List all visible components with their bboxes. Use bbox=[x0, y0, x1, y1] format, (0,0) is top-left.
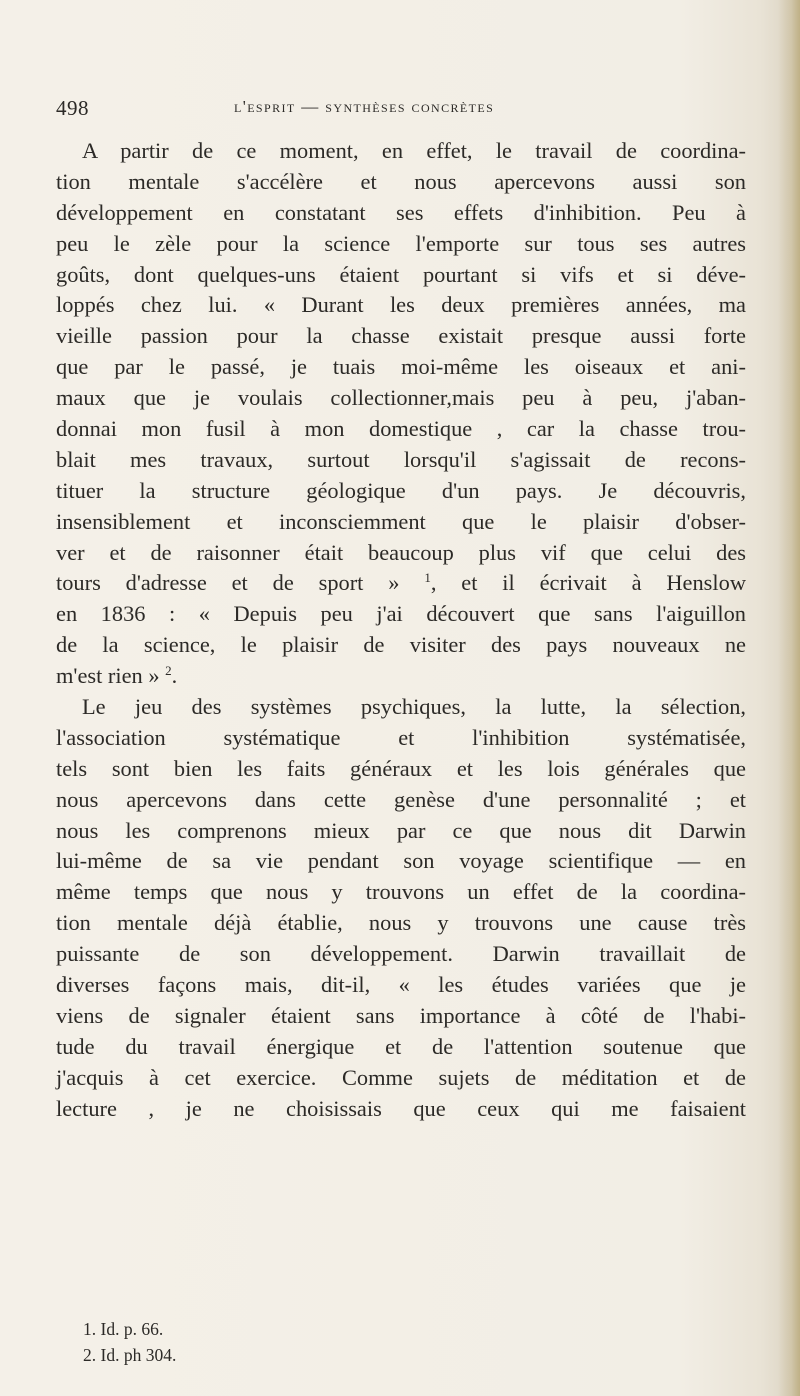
text-line: puissante de son développement. Darwin travaillait de bbox=[56, 941, 746, 967]
body-text bbox=[56, 136, 746, 1125]
page-edge-shadow bbox=[778, 0, 800, 1396]
footnote: 1. Id. p. 66. bbox=[83, 1319, 164, 1339]
footnotes bbox=[83, 1316, 483, 1368]
text-line: j'acquis à cet exercice. Comme sujets de méditation et de bbox=[56, 1064, 746, 1090]
page-number: 498 bbox=[56, 96, 89, 120]
footnote-ref[interactable]: 1 bbox=[424, 570, 431, 586]
text-line: diverses façons mais, dit-il, « les études variées que je bbox=[56, 972, 746, 998]
text-line: lecture , je ne choisissais que ceux qui me faisaient bbox=[56, 1095, 746, 1121]
text-fragment: m'est rien » bbox=[56, 663, 160, 689]
text-fragment: , et il écrivait à Henslow bbox=[430, 570, 746, 596]
text-line: tels sont bien les faits généraux et les lois générales que bbox=[56, 755, 746, 781]
text-line bbox=[56, 568, 746, 599]
page-header bbox=[56, 96, 746, 126]
text-fragment: . bbox=[171, 663, 178, 689]
text-line: vieille passion pour la chasse existait presque aussi forte bbox=[56, 323, 746, 349]
text-line: ver et de raisonner était beaucoup plus vif que celui des bbox=[56, 539, 746, 565]
footnote-ref[interactable]: 2 bbox=[165, 663, 172, 679]
text-line: que par le passé, je tuais moi-même les oiseaux et ani- bbox=[56, 354, 746, 380]
text-line: maux que je voulais collectionner,mais peu à peu, j'aban- bbox=[56, 385, 746, 411]
text-line bbox=[56, 661, 746, 692]
text-line: tion mentale déjà établie, nous y trouvons une cause très bbox=[56, 910, 746, 936]
text-line: viens de signaler étaient sans importance à côté de l'habi- bbox=[56, 1002, 746, 1028]
text-line: Le jeu des systèmes psychiques, la lutte, la sélection, bbox=[82, 694, 746, 720]
text-line: insensiblement et inconsciemment que le plaisir d'obser- bbox=[56, 508, 746, 534]
text-line: lui-même de sa vie pendant son voyage scientifique — en bbox=[56, 848, 746, 874]
text-line: l'association systématique et l'inhibition systématisée, bbox=[56, 724, 746, 750]
text-line: en 1836 : « Depuis peu j'ai découvert que sans l'aiguillon bbox=[56, 601, 746, 627]
text-line: donnai mon fusil à mon domestique , car la chasse trou- bbox=[56, 416, 746, 442]
text-line: développement en constatant ses effets d'inhibition. Peu à bbox=[56, 199, 746, 225]
running-head: l'esprit — synthèses concrètes bbox=[234, 97, 495, 116]
text-line: blait mes travaux, surtout lorsqu'il s'agissait de recons- bbox=[56, 446, 746, 472]
text-fragment: tours d'adresse et de sport » bbox=[56, 570, 400, 596]
text-line: A partir de ce moment, en effet, le travail de coordina- bbox=[82, 138, 746, 163]
text-line: tion mentale s'accélère et nous apercevons aussi son bbox=[56, 168, 746, 194]
text-line: de la science, le plaisir de visiter des pays nouveaux ne bbox=[56, 632, 746, 658]
text-line: goûts, dont quelques-uns étaient pourtant si vifs et si déve- bbox=[56, 261, 746, 287]
text-line: nous apercevons dans cette genèse d'une personnalité ; et bbox=[56, 786, 746, 812]
text-line: tituer la structure géologique d'un pays. Je découvris, bbox=[56, 477, 746, 503]
text-line: peu le zèle pour la science l'emporte sur tous ses autres bbox=[56, 230, 746, 256]
footnote: 2. Id. ph 304. bbox=[83, 1345, 177, 1365]
text-line: loppés chez lui. « Durant les deux premières années, ma bbox=[56, 292, 746, 318]
text-line: tude du travail énergique et de l'attention soutenue que bbox=[56, 1033, 746, 1059]
text-line: même temps que nous y trouvons un effet de la coordina- bbox=[56, 879, 746, 905]
text-line: nous les comprenons mieux par ce que nous dit Darwin bbox=[56, 817, 746, 843]
